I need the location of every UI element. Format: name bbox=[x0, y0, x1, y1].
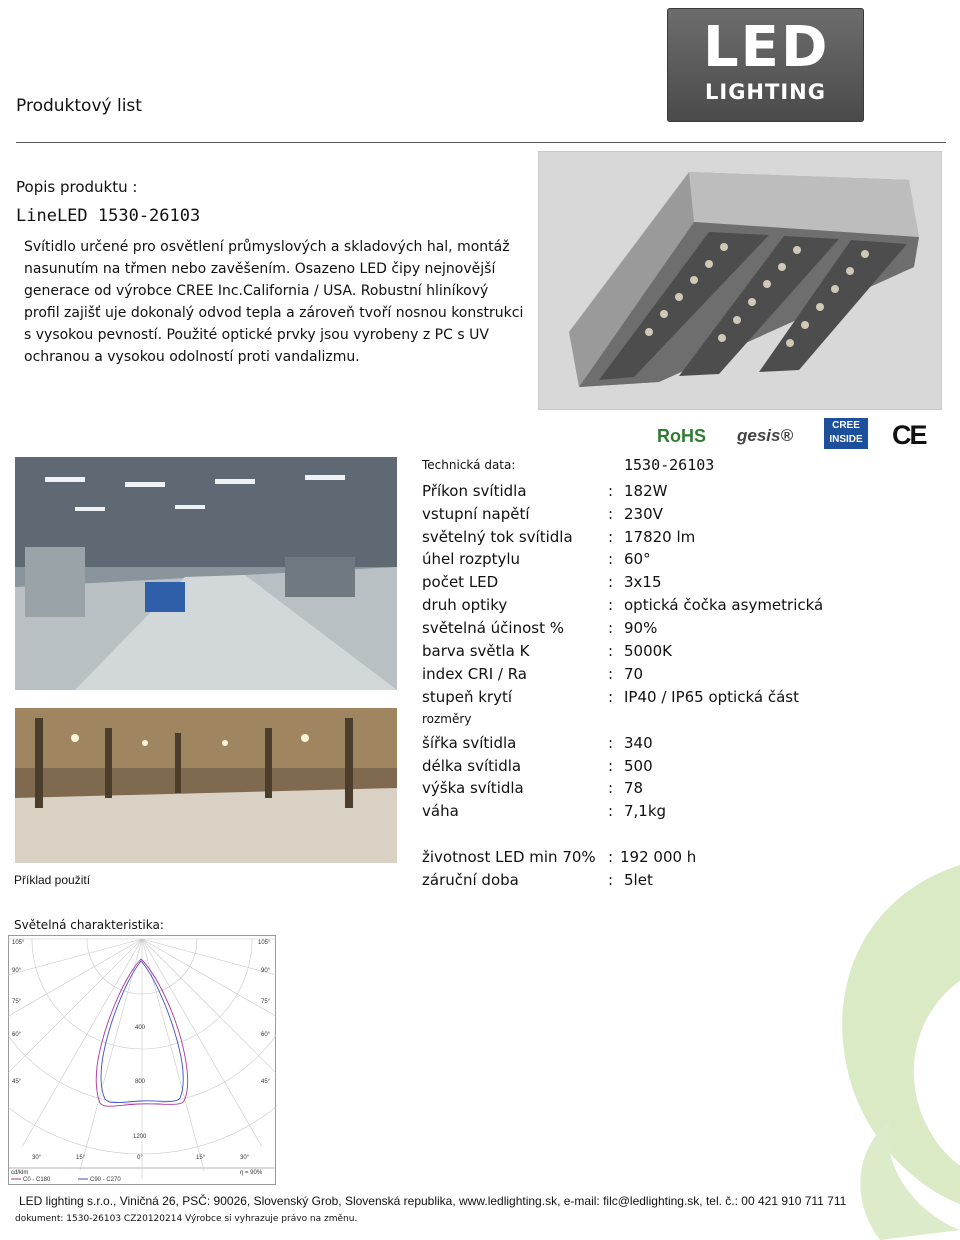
spec-value: 17820 lm bbox=[624, 528, 696, 546]
legend-c0: C0 - C180 bbox=[23, 1177, 51, 1183]
angle-label-right: 105° bbox=[258, 940, 271, 946]
spec-separator: : bbox=[608, 573, 614, 591]
spec-key: záruční doba bbox=[422, 871, 519, 889]
spec-key: vstupní napětí bbox=[422, 505, 530, 523]
spec-value: 90% bbox=[624, 619, 658, 637]
spec-key: stupeň krytí bbox=[422, 688, 513, 706]
angle-label-left: 90° bbox=[12, 968, 22, 974]
spec-key: počet LED bbox=[422, 573, 499, 591]
spec-separator: : bbox=[608, 802, 614, 820]
company-footer: LED lighting s.r.o., Viničná 26, PSČ: 90026, Slovenský Grob, Slovenská republika, www.ledlighting.sk, e-mail: filc@ledlighting.sk, tel. č.: 00 421 910 711 711 bbox=[19, 1194, 847, 1208]
radial-label: 400 bbox=[135, 1025, 146, 1031]
cree-logo-line2: INSIDE bbox=[829, 434, 863, 445]
spec-key: šířka svítidla bbox=[422, 734, 517, 752]
decorative-swirl bbox=[760, 820, 960, 1240]
angle-label-right: 60° bbox=[261, 1032, 271, 1038]
spec-key: Příkon svítidla bbox=[422, 482, 527, 500]
header-divider bbox=[16, 142, 946, 143]
dimensions-label: rozměry bbox=[422, 712, 472, 726]
spec-value: 3x15 bbox=[624, 573, 662, 591]
ce-mark: CE bbox=[892, 420, 926, 450]
spec-separator: : bbox=[608, 779, 614, 797]
spec-separator: : bbox=[608, 871, 614, 889]
usage-caption: Příklad použití bbox=[14, 873, 91, 887]
product-photo bbox=[538, 151, 942, 410]
product-name: LineLED 1530-26103 bbox=[16, 206, 201, 226]
spec-value: 230V bbox=[624, 505, 663, 523]
angle-label-left: 105° bbox=[12, 940, 25, 946]
chart-efficiency: η = 90% bbox=[240, 1170, 263, 1176]
spec-key: výška svítidla bbox=[422, 779, 524, 797]
rohs-logo: RoHS bbox=[657, 426, 706, 446]
spec-value: 7,1kg bbox=[624, 802, 667, 820]
usage-photo-factory bbox=[15, 457, 397, 690]
spec-separator: : bbox=[608, 619, 614, 637]
gesis-logo: gesis® bbox=[737, 426, 793, 445]
spec-value: 70 bbox=[624, 665, 644, 683]
technical-data-code: 1530-26103 bbox=[624, 456, 715, 474]
spec-key: druh optiky bbox=[422, 596, 508, 614]
spec-value: 60° bbox=[624, 550, 651, 568]
spec-separator: : bbox=[608, 665, 614, 683]
spec-separator: : bbox=[608, 505, 614, 523]
spec-separator: : bbox=[608, 642, 614, 660]
radial-label: 1200 bbox=[133, 1134, 147, 1140]
spec-value: 340 bbox=[624, 734, 653, 752]
spec-key: úhel rozptylu bbox=[422, 550, 521, 568]
bottom-angle-label: 15° bbox=[76, 1155, 86, 1161]
spec-separator: : bbox=[608, 528, 614, 546]
spec-separator: : bbox=[608, 482, 614, 500]
spec-separator: : bbox=[608, 550, 614, 568]
spec-key: délka svítidla bbox=[422, 757, 522, 775]
radial-label: 800 bbox=[135, 1079, 146, 1085]
angle-label-right: 90° bbox=[261, 968, 271, 974]
angle-label-left: 45° bbox=[12, 1079, 22, 1085]
spec-value: 78 bbox=[624, 779, 644, 797]
spec-value: 5let bbox=[624, 871, 653, 889]
spec-key: světelná účinost % bbox=[422, 619, 564, 637]
spec-key: váha bbox=[422, 802, 459, 820]
spec-separator: : bbox=[608, 848, 614, 866]
logo-sub-text: LIGHTING bbox=[705, 80, 826, 104]
bottom-angle-label: 15° bbox=[196, 1155, 206, 1161]
spec-value: 500 bbox=[624, 757, 653, 775]
usage-photo-hall bbox=[15, 708, 397, 863]
page-title: Produktový list bbox=[16, 96, 142, 116]
bottom-angle-label: 30° bbox=[32, 1155, 42, 1161]
spec-value: IP40 / IP65 optická část bbox=[624, 688, 799, 706]
spec-value: 182W bbox=[624, 482, 668, 500]
spec-key: světelný tok svítidla bbox=[422, 528, 573, 546]
bottom-angle-label: 30° bbox=[240, 1155, 250, 1161]
spec-value: 192 000 h bbox=[620, 848, 697, 866]
chart-title: Světelná charakteristika: bbox=[14, 918, 164, 932]
cree-inside-logo bbox=[824, 418, 868, 449]
led-lighting-logo bbox=[667, 8, 864, 122]
product-section-label: Popis produktu : bbox=[16, 178, 138, 196]
technical-data-label: Technická data: bbox=[422, 458, 516, 472]
document-footer: dokument: 1530-26103 CZ20120214 Výrobce si vyhrazuje právo na změnu. bbox=[15, 1214, 358, 1224]
bottom-angle-label: 0° bbox=[137, 1155, 143, 1161]
product-description: Svítidlo určené pro osvětlení průmyslových a skladových hal, montáž nasunutím na třmen nebo zavěšením. Osazeno LED čipy nejnovější generace od výrobce CREE Inc.California / USA. Robustní hliníkový profil zajišť uje dokonalý odvod tepla a zároveň tvoří nosnou konstrukci s vysokou pevností. Použité optické prvky jsou vyrobeny z PC s UV ochranou a vysokou odolností proti vandalizmu. bbox=[24, 239, 524, 365]
spec-value: optická čočka asymetrická bbox=[624, 596, 824, 614]
angle-label-right: 75° bbox=[261, 999, 271, 1005]
spec-key: index CRI / Ra bbox=[422, 665, 527, 683]
spec-separator: : bbox=[608, 757, 614, 775]
spec-key: barva světla K bbox=[422, 642, 530, 660]
cree-logo-line1: CREE bbox=[832, 420, 860, 431]
spec-key: životnost LED min 70% bbox=[422, 848, 596, 866]
spec-separator: : bbox=[608, 596, 614, 614]
spec-separator: : bbox=[608, 688, 614, 706]
spec-value: 5000K bbox=[624, 642, 673, 660]
angle-label-left: 75° bbox=[12, 999, 22, 1005]
spec-separator: : bbox=[608, 734, 614, 752]
chart-unit: cd/klm bbox=[11, 1170, 29, 1176]
legend-c90: C90 - C270 bbox=[90, 1177, 121, 1183]
angle-label-right: 45° bbox=[261, 1079, 271, 1085]
logo-main-text: LED bbox=[703, 15, 830, 80]
light-distribution-chart bbox=[8, 935, 276, 1185]
angle-label-left: 60° bbox=[12, 1032, 22, 1038]
